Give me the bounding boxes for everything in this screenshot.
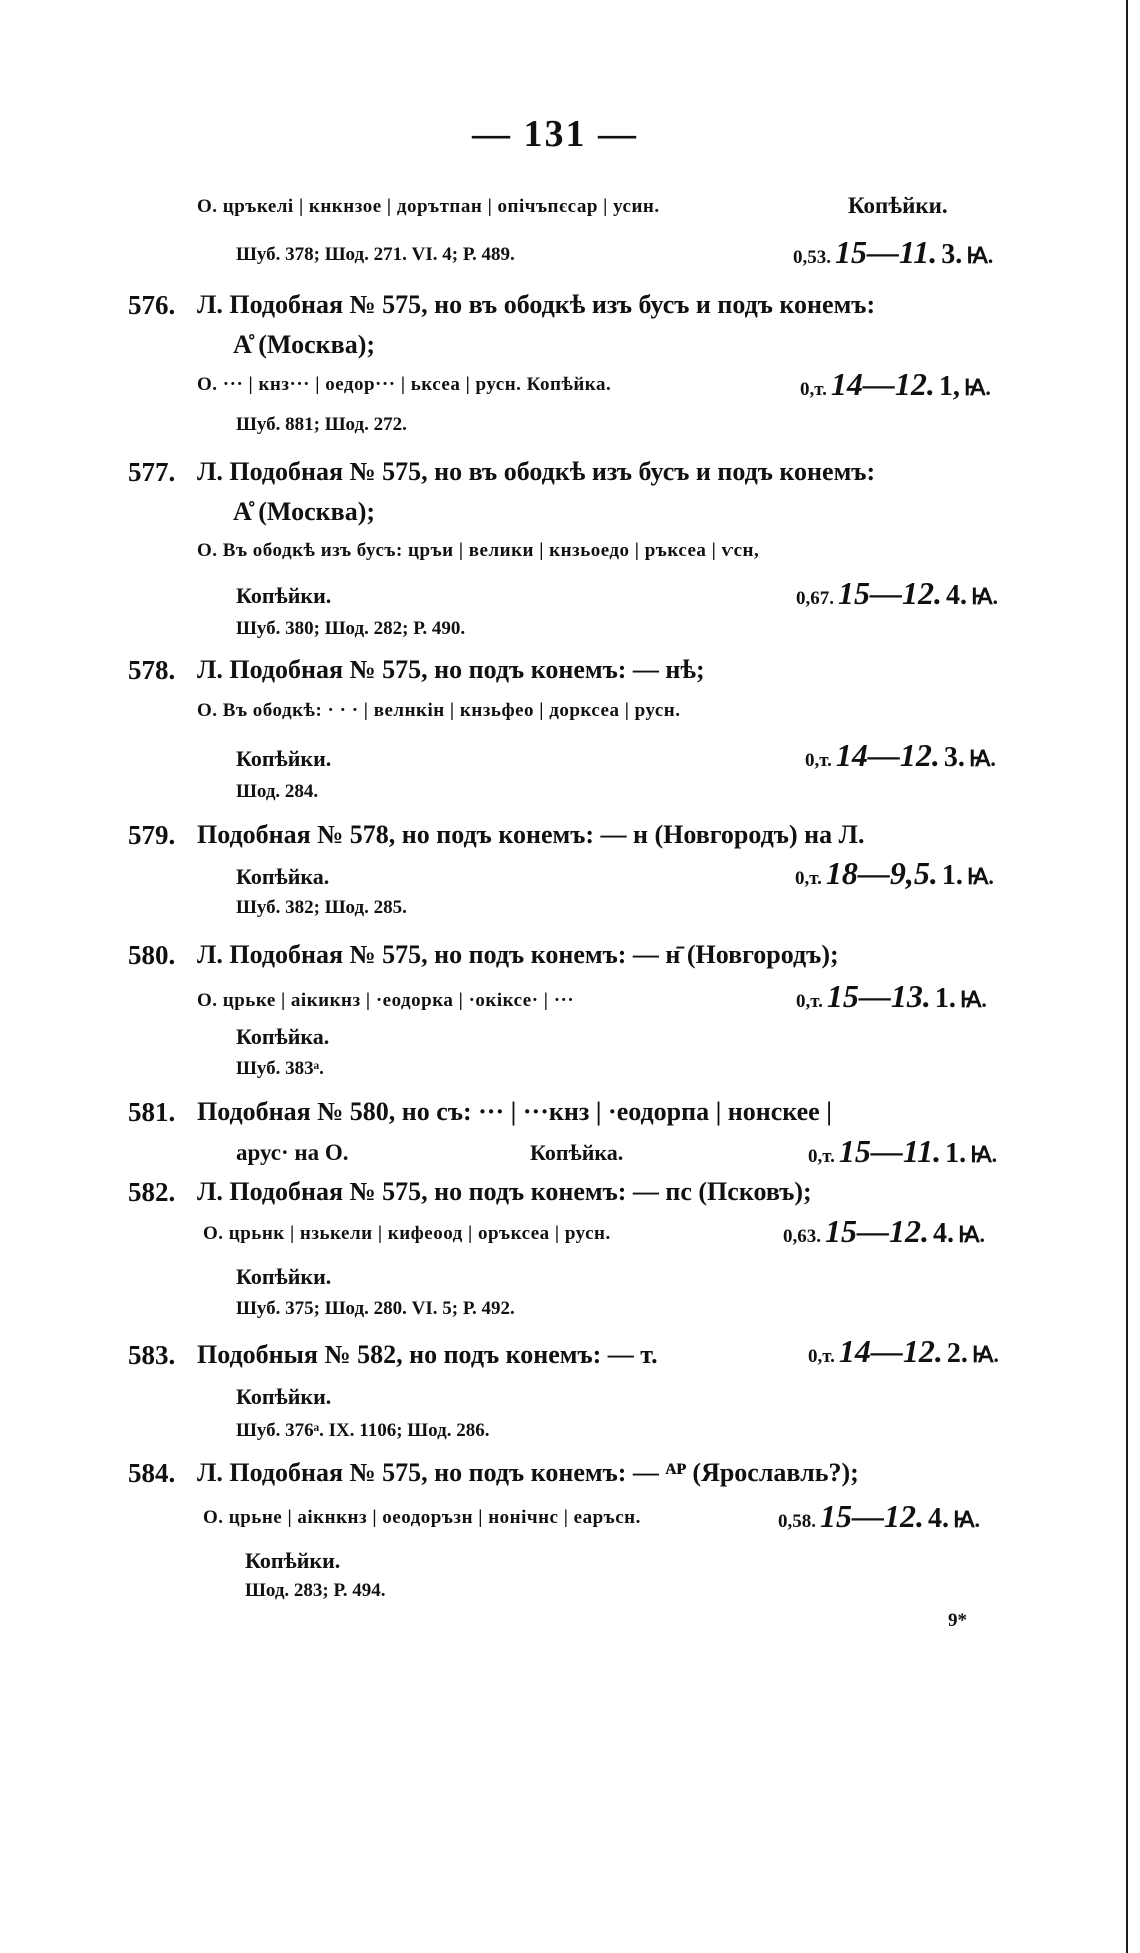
entry-refs: Шуб. 376ᵃ. IX. 1106; Шод. 286. [236,1420,490,1441]
entry-coin-name: Копѣйки. [236,583,332,608]
entry-measure: 0,т. [808,1146,835,1167]
entry-measure: 0,63. [783,1226,821,1247]
entry-weight: 15—12. [838,575,942,611]
entry-count: 1. [945,1138,967,1169]
footer-signature-mark: 9* [948,1610,967,1631]
entry-number: 580. [128,940,176,970]
entry-metrics [805,737,996,774]
entry-line1: Л. Подобная № 575, но подъ конемъ: — ᴬᴾ (Ярославль?); [197,1458,859,1487]
entry-count: 2. [946,1338,968,1369]
entry-number: 577. [128,457,176,487]
entry-refs: Шуб. 375; Шод. 280. VI. 5; Р. 492. [236,1298,515,1319]
entry-weight: 14—12. [830,366,935,402]
entry-line1: Л. Подобная № 575, но въ ободкѣ изъ бусъ и подъ конемъ: [197,290,876,319]
entry-sign: Ꙗ. [958,1222,985,1247]
entry-number: 583. [128,1340,176,1370]
entry-refs: Шуб. 383ᵃ. [236,1058,324,1079]
entry-measure: 0,67. [796,588,834,609]
entry-measure: 0,т. [805,750,832,771]
entry-weight: 18—9,5. [825,855,938,891]
page-number: — 131 — [472,113,638,155]
entry-coin-name: Копѣйка. [236,864,330,889]
entry-weight: 15—12. [825,1213,929,1249]
entry-metrics [800,366,991,403]
entry-refs: Шод. 284. [236,781,319,802]
entry-refs: Шуб. 380; Шод. 282; Р. 490. [236,618,466,639]
entry-coin-name: Копѣйка. [530,1140,624,1165]
entry-line1: Л. Подобная № 575, но въ ободкѣ изъ бусъ и подъ конемъ: [197,457,876,486]
entry-number: 578. [128,655,176,685]
entry-refs: Шод. 283; Р. 494. [245,1580,386,1601]
entry-sign: Ꙗ. [959,987,987,1012]
entry-coin-name: Копѣйки. [245,1548,341,1573]
entry-weight: 14—12. [838,1333,943,1369]
page-edge-line [1126,0,1128,1953]
entry-coin-name: Копѣйка. [236,1024,330,1049]
entry-count: 3. [943,742,965,773]
entry-number: 579. [128,820,176,850]
entry-sign: Ꙗ. [966,864,994,889]
entry-line2: А̊ (Москва); [233,497,376,526]
entry-obverse: О. црьнк | нзькели | кифеоод | оръксеа | русн. [203,1223,611,1244]
entry-line1: Подобныя № 582, но подъ конемъ: — т. [197,1340,658,1369]
entry-metrics [808,1133,997,1170]
entry-sign: Ꙗ. [953,1507,980,1532]
entry-count: 1. [941,860,963,891]
entry-metrics [808,1333,999,1370]
entry-weight: 14—12. [835,737,940,773]
entry-number: 582. [128,1177,176,1207]
entry-count: 4. [928,1503,949,1534]
entry-line1: Подобная № 578, но подъ конемъ: — н (Новгородъ) на Л. [197,820,865,849]
entry-metrics [796,575,998,612]
entry-coin-name: Копѣйки. [236,1264,332,1289]
entry-obverse: О. Въ ободкѣ: · · · | велнкін | кнзьфео | дорксеа | русн. [197,700,681,721]
prev-weight: 15—11. [835,234,938,270]
entry-measure: 0,т. [795,868,822,889]
entry-metrics [783,1213,985,1250]
entry-measure: 0,т. [808,1346,835,1367]
entry-line1: Подобная № 580, но съ: ··· | ···кнз | ·еодорпа | нонскее | [197,1097,832,1126]
entry-metrics [778,1498,980,1535]
entry-line1: Л. Подобная № 575, но подъ конемъ: — нѣ; [197,655,705,684]
entry-line1: Л. Подобная № 575, но подъ конемъ: — пс (Псковъ); [197,1177,812,1206]
prev-count: 3. [941,239,963,270]
prev-coin-name: Копѣйки. [848,193,948,218]
entry-obverse: О. црьке | аікикнз | ·еодорка | ·окіксе· | ··· [197,990,575,1011]
entry-sign: Ꙗ. [971,584,998,609]
entry-sign: Ꙗ. [970,1142,998,1167]
entry-coin-name: Копѣйки. [236,1384,332,1409]
entry-count: 1. [934,983,956,1014]
entry-measure: 0,т. [796,991,823,1012]
entry-obverse: О. црьне | аікнкнз | оеодоръзн | нонічнс | еаръсн. [203,1507,641,1528]
entry-sign: Ꙗ. [963,375,991,400]
entry-number: 584. [128,1458,176,1488]
entry-refs: Шуб. 881; Шод. 272. [236,414,407,435]
prev-obverse-text: О. цръкелі | кнкнзое | дорътпан | опічъпєсар | усин. [197,196,660,217]
entry-sign: Ꙗ. [971,1342,999,1367]
entry-count: 1, [938,371,960,402]
entry-refs: Шуб. 382; Шод. 285. [236,897,407,918]
prev-metrics [793,234,993,271]
prev-sign: Ꙗ. [966,243,994,268]
entry-weight: 15—12. [820,1498,924,1534]
entry-number: 576. [128,290,176,320]
entry-weight: 15—13. [826,978,931,1014]
entry-metrics [796,978,987,1015]
entry-weight: 15—11. [838,1133,942,1169]
prev-measure: 0,53. [793,247,831,268]
prev-refs: Шуб. 378; Шод. 271. VI. 4; Р. 489. [236,244,515,265]
entry-measure: 0,т. [800,379,827,400]
entry-line1: Л. Подобная № 575, но подъ конемъ: — н̄ (Новгородъ); [197,940,839,969]
entry-coin-name: Копѣйки. [236,746,332,771]
entry-count: 4. [933,1218,954,1249]
entry-count: 4. [946,580,967,611]
entry-metrics [795,855,994,892]
entry-obverse: О. ··· | кнз··· | оедор··· | ьксеа | русн. Копѣйка. [197,374,612,395]
entry-obverse: О. Въ ободкѣ изъ бусъ: цръи | велики | кнзьоедо | ръксеа | ѵсн, [197,540,760,561]
entry-line2: арус· на О. [236,1140,349,1165]
entry-sign: Ꙗ. [968,746,996,771]
entry-line2: А̊ (Москва); [233,330,376,359]
entry-measure: 0,58. [778,1511,816,1532]
entry-number: 581. [128,1097,176,1127]
